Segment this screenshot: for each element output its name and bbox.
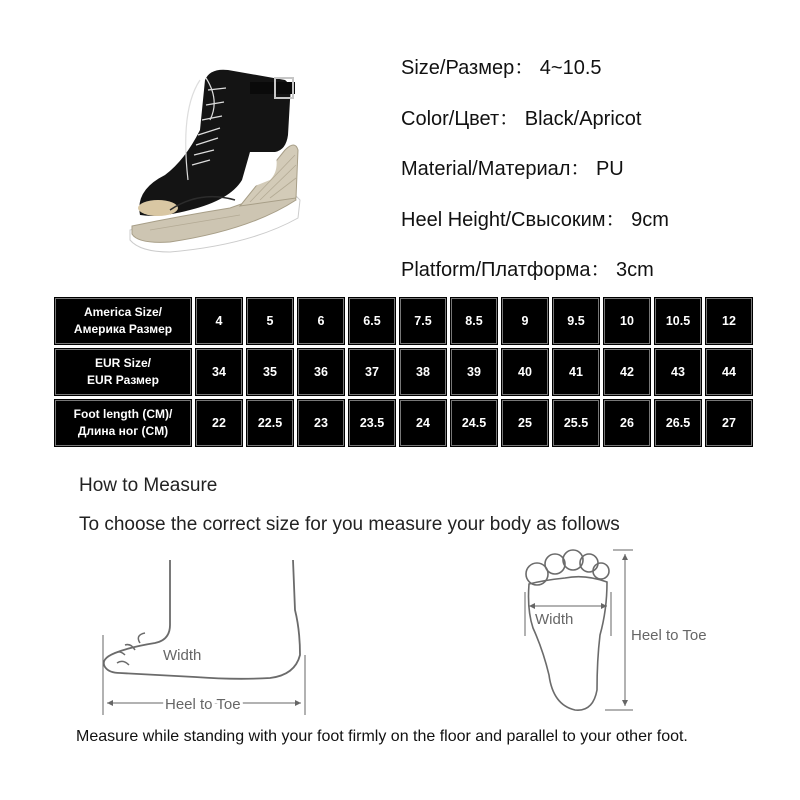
side-heel-to-toe-label: Heel to Toe bbox=[165, 696, 241, 713]
size-table-cell: 22 bbox=[195, 399, 243, 447]
size-table-cell: 22.5 bbox=[246, 399, 294, 447]
size-table-row-header bbox=[54, 399, 192, 447]
size-table-cell: 5 bbox=[246, 297, 294, 345]
product-image bbox=[110, 40, 320, 270]
size-table-cell: 25 bbox=[501, 399, 549, 447]
spec-material-label: Material/Материал： bbox=[401, 158, 591, 180]
row-header-line1: Foot length (CM)/ bbox=[73, 407, 173, 421]
foot-side-view-icon bbox=[95, 555, 320, 720]
row-header-line2: EUR Размер bbox=[87, 373, 159, 387]
size-table-cell: 6.5 bbox=[348, 297, 396, 345]
size-table-row bbox=[54, 399, 753, 447]
spec-material-value: PU bbox=[595, 158, 624, 180]
size-table-cell: 44 bbox=[705, 348, 753, 396]
sole-heel-to-toe-label: Heel to Toe bbox=[631, 627, 707, 644]
spec-color-value: Black/Apricot bbox=[524, 107, 642, 130]
size-table-cell: 38 bbox=[399, 348, 447, 396]
spec-platform-value: 3cm bbox=[616, 259, 654, 281]
size-table-cell: 10.5 bbox=[654, 297, 702, 345]
size-table-cell: 42 bbox=[603, 348, 651, 396]
size-table-cell: 27 bbox=[705, 399, 753, 447]
size-table-cell: 9 bbox=[501, 297, 549, 345]
spec-material bbox=[401, 156, 669, 207]
size-table-cell: 23.5 bbox=[348, 399, 396, 447]
spec-platform-label: Platform/Платформа： bbox=[401, 259, 611, 281]
size-table-cell: 6 bbox=[297, 297, 345, 345]
size-table-cell: 12 bbox=[705, 297, 753, 345]
row-header-line2: Америка Размер bbox=[73, 322, 173, 336]
row-header-line1: America Size/ bbox=[83, 305, 163, 319]
size-table-cell: 26.5 bbox=[654, 399, 702, 447]
size-table-cell: 9.5 bbox=[552, 297, 600, 345]
side-width-label: Width bbox=[163, 647, 202, 664]
size-chart-table bbox=[51, 294, 756, 450]
spec-color-label: Color/Цвет： bbox=[401, 107, 520, 130]
size-table-cell: 43 bbox=[654, 348, 702, 396]
spec-size-label: Size/Размер： bbox=[401, 57, 535, 79]
measure-note: Measure while standing with your foot firmly on the floor and parallel to your other foot. bbox=[76, 728, 688, 745]
spec-size bbox=[401, 55, 669, 106]
size-table-cell: 4 bbox=[195, 297, 243, 345]
size-table-cell: 40 bbox=[501, 348, 549, 396]
size-table-cell: 26 bbox=[603, 399, 651, 447]
spec-heel-height bbox=[401, 207, 669, 258]
spec-heel-height-value: 9cm bbox=[631, 208, 669, 231]
size-table-cell: 41 bbox=[552, 348, 600, 396]
foot-sole-view-icon bbox=[505, 540, 745, 720]
spec-heel-height-label: Heel Height/Свысоким： bbox=[401, 208, 626, 231]
size-table-cell: 39 bbox=[450, 348, 498, 396]
size-table-cell: 25.5 bbox=[552, 399, 600, 447]
row-header-line2: Длина ног (CM) bbox=[77, 424, 169, 438]
size-table-cell: 36 bbox=[297, 348, 345, 396]
size-table-cell: 35 bbox=[246, 348, 294, 396]
measure-title: How to Measure bbox=[79, 475, 218, 496]
product-specs bbox=[401, 55, 669, 308]
size-table-cell: 23 bbox=[297, 399, 345, 447]
sole-width-label: Width bbox=[535, 611, 574, 628]
row-header-line1: EUR Size/ bbox=[94, 356, 151, 370]
measure-subtitle: To choose the correct size for you measure your body as follows bbox=[79, 514, 620, 535]
size-table-cell: 34 bbox=[195, 348, 243, 396]
size-table-row-header bbox=[54, 348, 192, 396]
spec-color bbox=[401, 106, 669, 157]
size-table-row-header bbox=[54, 297, 192, 345]
size-table-cell: 24 bbox=[399, 399, 447, 447]
size-table-cell: 10 bbox=[603, 297, 651, 345]
size-table-row bbox=[54, 348, 753, 396]
size-table-cell: 7.5 bbox=[399, 297, 447, 345]
size-table-row bbox=[54, 297, 753, 345]
size-table-cell: 8.5 bbox=[450, 297, 498, 345]
spec-size-value: 4~10.5 bbox=[539, 57, 602, 79]
size-table-cell: 37 bbox=[348, 348, 396, 396]
size-table-cell: 24.5 bbox=[450, 399, 498, 447]
